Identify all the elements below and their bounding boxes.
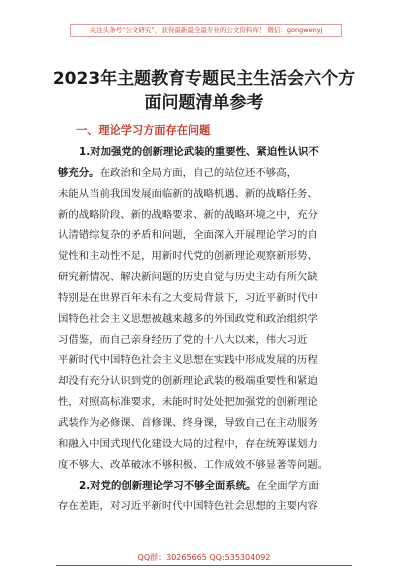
paragraph-line: 武装作为必修课、首修课、终身课，导致自己在主动服务	[58, 416, 318, 429]
body-paragraphs	[58, 142, 358, 517]
footer-divider	[56, 565, 352, 566]
item2-heading-line	[58, 476, 358, 497]
item1-text-start: 在政治和全局方面，自己的站位还不够高，	[99, 166, 297, 179]
paragraph-line: 习借鉴，而自己亲身经历了党的十八大以来，伟大习近	[58, 333, 308, 346]
paragraph-line: 性，对照高标准要求，未能时时处处把加强党的创新理论	[58, 396, 318, 409]
item1-heading-cont: 够充分。	[58, 166, 100, 179]
paragraph-line: 度不够大、改革破冰不够积极、工作成效不够显著等问题。	[58, 458, 329, 471]
item1-heading-line	[58, 142, 358, 163]
item1-heading: 1.对加强党的创新理论武装的重要性、紧迫性认识不	[79, 146, 319, 158]
paragraph-line: 国特色社会主义思想被越来越多的外国政党和政治组织学	[58, 312, 318, 325]
item2-text-start: 在全面学方面	[256, 479, 319, 492]
document-title-line1: 2023年主题教育专题民主生活会六个方	[52, 69, 356, 89]
paragraph-line: 未能从当前我国发展面临新的战略机遇、新的战略任务、	[58, 187, 318, 200]
paragraph-line: 研究新情况、解决新问题的历史自觉与历史主动有所欠缺	[58, 271, 318, 284]
item2-heading: 2.对党的创新理论学习不够全面系统。	[79, 479, 257, 492]
paragraph-line: 特别是在世界百年未有之大变局背景下，习近平新时代中	[58, 291, 318, 304]
paragraph-line: 认清错综复杂的矛盾和问题，全面深入开展理论学习的自	[58, 229, 318, 242]
paragraph-line: 平新时代中国特色社会主义思想在实践中形成发展的历程	[58, 354, 318, 367]
paragraph-line: 存在差距，对习近平新时代中国特色社会思想的主要内容	[58, 500, 318, 513]
paragraph-line: 新的战略阶段、新的战略要求、新的战略环境之中，充分	[58, 208, 318, 221]
paragraph-line: 却没有充分认识到党的创新理论武装的极端重要性和紧迫	[58, 375, 318, 388]
paragraph-line: 觉性和主动性不足，用新时代党的创新理论观察新形势、	[58, 250, 318, 263]
header-banner: 关注头条号“公文研究”，获得最新最全最专业的公文资料库！ 微信：gongwenyj	[70, 24, 342, 37]
document-title-line2: 面问题清单参考	[144, 93, 264, 113]
section-heading: 一、理论学习方面存在问题	[76, 124, 211, 137]
footer-contact: QQ群：30265665 QQ:535304092	[137, 553, 271, 562]
item1-heading-cont-line	[58, 163, 358, 184]
paragraph-line: 和融入中国式现代化建设大局的过程中，存在统筹谋划力	[58, 437, 318, 450]
